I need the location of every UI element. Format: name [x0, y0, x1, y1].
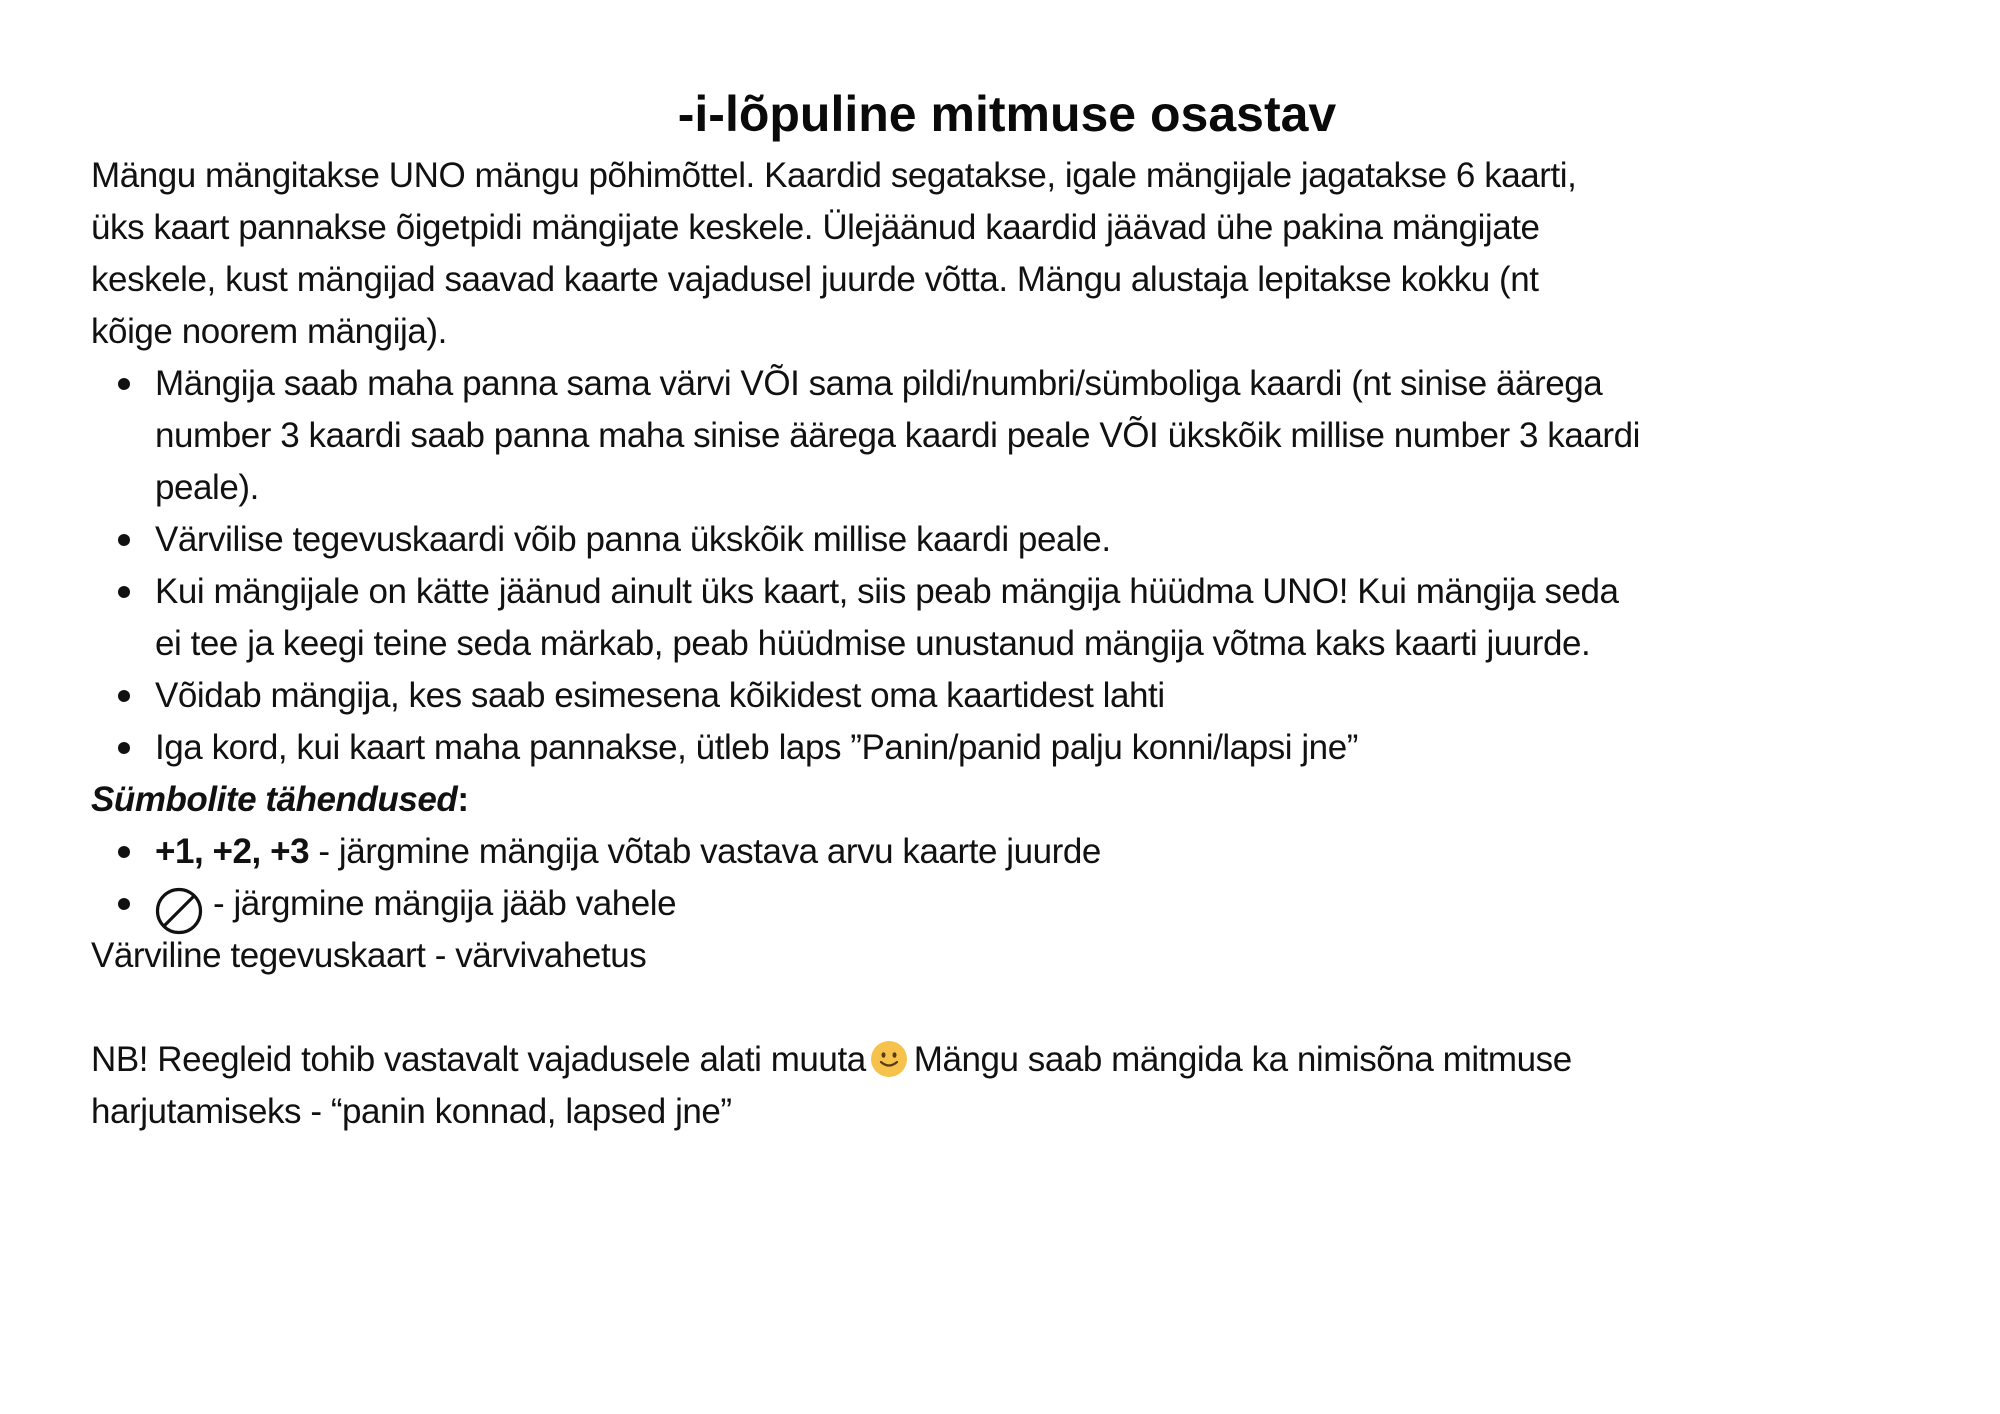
rule-line: peale). [155, 468, 259, 507]
rule-item [91, 670, 1971, 722]
wild-card-line: Värviline tegevuskaart - värvivahetus [91, 936, 647, 975]
bullet-icon [118, 690, 130, 702]
draw-cards-label: +1, +2, +3 [155, 832, 310, 871]
intro-paragraph [91, 150, 1971, 358]
rule-line: Võidab mängija, kes saab esimesena kõikidest oma kaartidest lahti [155, 676, 1165, 715]
spacer [91, 982, 1971, 1034]
rule-line: number 3 kaardi saab panna maha sinise äärega kaardi peale VÕI ükskõik millise number 3 kaardi [155, 416, 1640, 455]
document-body [91, 150, 1971, 1138]
note-line: harjutamiseks - “panin konnad, lapsed jne” [91, 1092, 732, 1131]
smiley-emoji-icon [870, 1040, 908, 1078]
rule-line: Mängija saab maha panna sama värvi VÕI sama pildi/numbri/sümboliga kaardi (nt sinise äärega [155, 364, 1603, 403]
bullet-icon [118, 534, 130, 546]
intro-line: kõige noorem mängija). [91, 312, 447, 351]
symbols-list [91, 826, 1971, 930]
symbols-heading [91, 774, 1971, 826]
rule-item [91, 566, 1971, 670]
note-line [91, 1034, 1971, 1086]
rule-item [91, 514, 1971, 566]
bullet-icon [118, 378, 130, 390]
draw-cards-description: - järgmine mängija võtab vastava arvu kaarte juurde [309, 832, 1101, 871]
rules-list [91, 358, 1971, 774]
bullet-icon [118, 586, 130, 598]
symbol-line [155, 826, 1971, 878]
intro-line: Mängu mängitakse UNO mängu põhimõttel. Kaardid segatakse, igale mängijale jagatakse 6 kaarti, [91, 156, 1577, 195]
note-paragraph [91, 1034, 1971, 1138]
symbol-item-skip [91, 878, 1971, 930]
rule-line: Kui mängijale on kätte jäänud ainult üks kaart, siis peab mängija hüüdma UNO! Kui mängija seda [155, 572, 1619, 611]
page-title: -i-lõpuline mitmuse osastav [677, 86, 1337, 142]
rule-line: ei tee ja keegi teine seda märkab, peab hüüdmise unustanud mängija võtma kaks kaarti juurde. [155, 624, 1591, 663]
rule-item [91, 722, 1971, 774]
rule-line: Värvilise tegevuskaardi võib panna ükskõik millise kaardi peale. [155, 520, 1111, 559]
intro-line: üks kaart pannakse õigetpidi mängijate keskele. Ülejäänud kaardid jäävad ühe pakina mängijate [91, 208, 1540, 247]
note-text-end: Mängu saab mängida ka nimisõna mitmuse [913, 1040, 1572, 1079]
symbol-line [155, 878, 1971, 930]
bullet-icon [118, 742, 130, 754]
rule-line: Iga kord, kui kaart maha pannakse, ütleb laps ”Panin/panid palju konni/lapsi jne” [155, 728, 1358, 767]
rule-item [91, 358, 1971, 514]
symbol-item-draw [91, 826, 1971, 878]
intro-line: keskele, kust mängijad saavad kaarte vajadusel juurde võtta. Mängu alustaja lepitakse kokku (nt [91, 260, 1539, 299]
bullet-icon [118, 898, 130, 910]
skip-icon [155, 887, 203, 935]
bullet-icon [118, 846, 130, 858]
symbols-heading-colon: : [457, 780, 469, 819]
note-text-start: NB! Reegleid tohib vastavalt vajadusele alati muuta [91, 1040, 866, 1079]
skip-description: - järgmine mängija jääb vahele [213, 884, 677, 923]
symbols-heading-text: Sümbolite tähendused [91, 780, 458, 819]
